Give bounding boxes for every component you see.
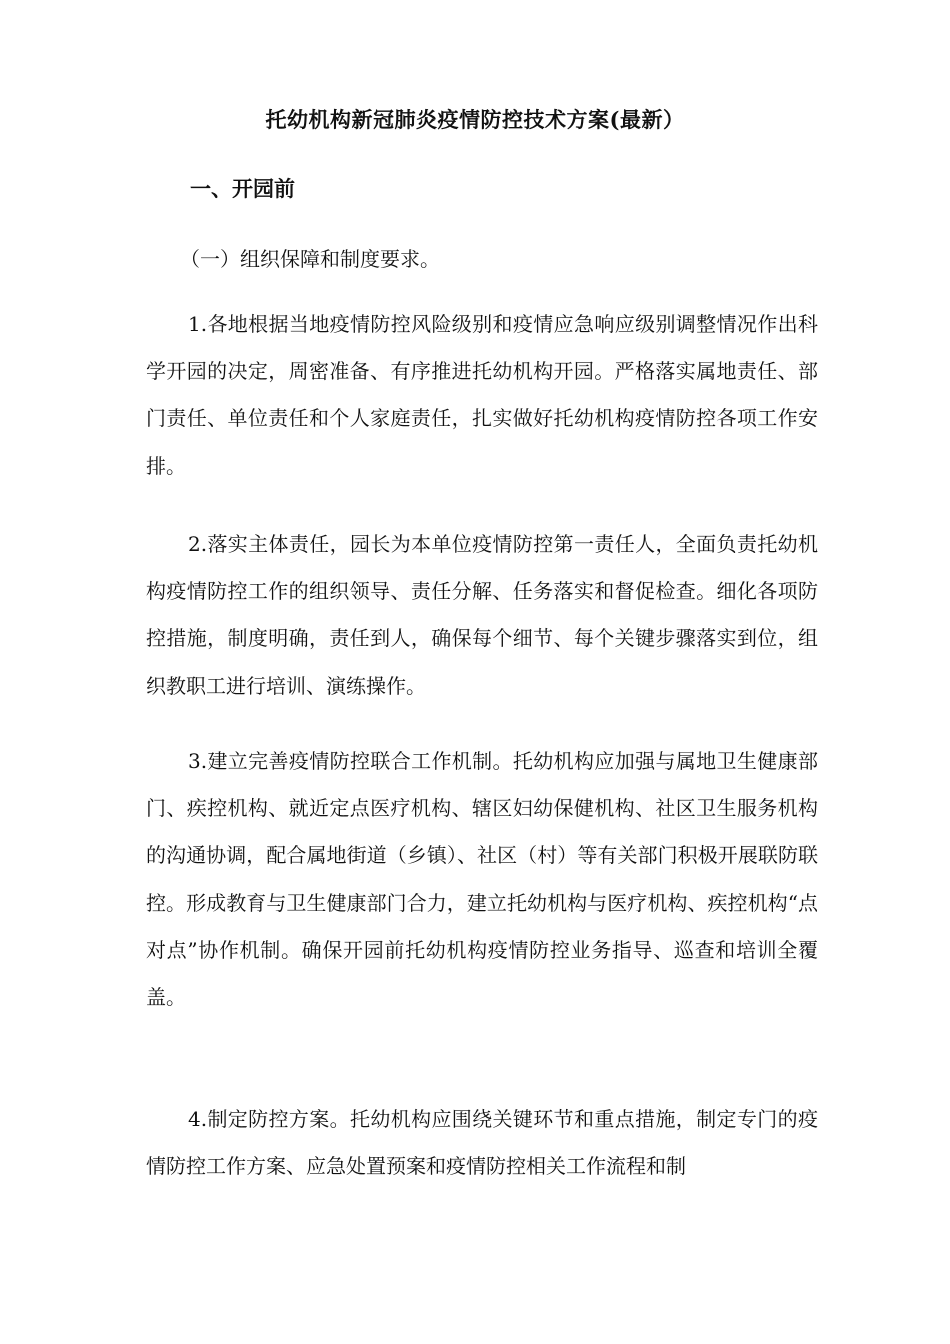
paragraph-2: 2.落实主体责任，园长为本单位疫情防控第一责任人，全面负责托幼机构疫情防控工作的组织领导、责任分解、任务落实和督促检查。细化各项防控措施，制度明确，责任到人，确保每个细节、每个关键步骤落实到位，组织教职工进行培训、演练操作。 <box>146 532 818 698</box>
section-heading: 一、开园前 <box>190 176 295 201</box>
document-title: 托幼机构新冠肺炎疫情防控技术方案(最新） <box>265 107 685 132</box>
subsection-heading: （一）组织保障和制度要求。 <box>180 247 440 271</box>
paragraph-4: 4.制定防控方案。托幼机构应围绕关键环节和重点措施，制定专门的疫情防控工作方案、应急处置预案和疫情防控相关工作流程和制 <box>146 1107 818 1179</box>
paragraph-3: 3.建立完善疫情防控联合工作机制。托幼机构应加强与属地卫生健康部门、疾控机构、就近定点医疗机构、辖区妇幼保健机构、社区卫生服务机构的沟通协调，配合属地街道（乡镇）、社区（村）等有关部门积极开展联防联控。形成教育与卫生健康部门合力，建立托幼机构与医疗机构、疾控机构“点对点”协作机制。确保开园前托幼机构疫情防控业务指导、巡查和培训全覆盖。 <box>146 749 818 1010</box>
paragraph-1: 1.各地根据当地疫情防控风险级别和疫情应急响应级别调整情况作出科学开园的决定，周密准备、有序推进托幼机构开园。严格落实属地责任、部门责任、单位责任和个人家庭责任，扎实做好托幼机构疫情防控各项工作安排。 <box>146 312 818 478</box>
